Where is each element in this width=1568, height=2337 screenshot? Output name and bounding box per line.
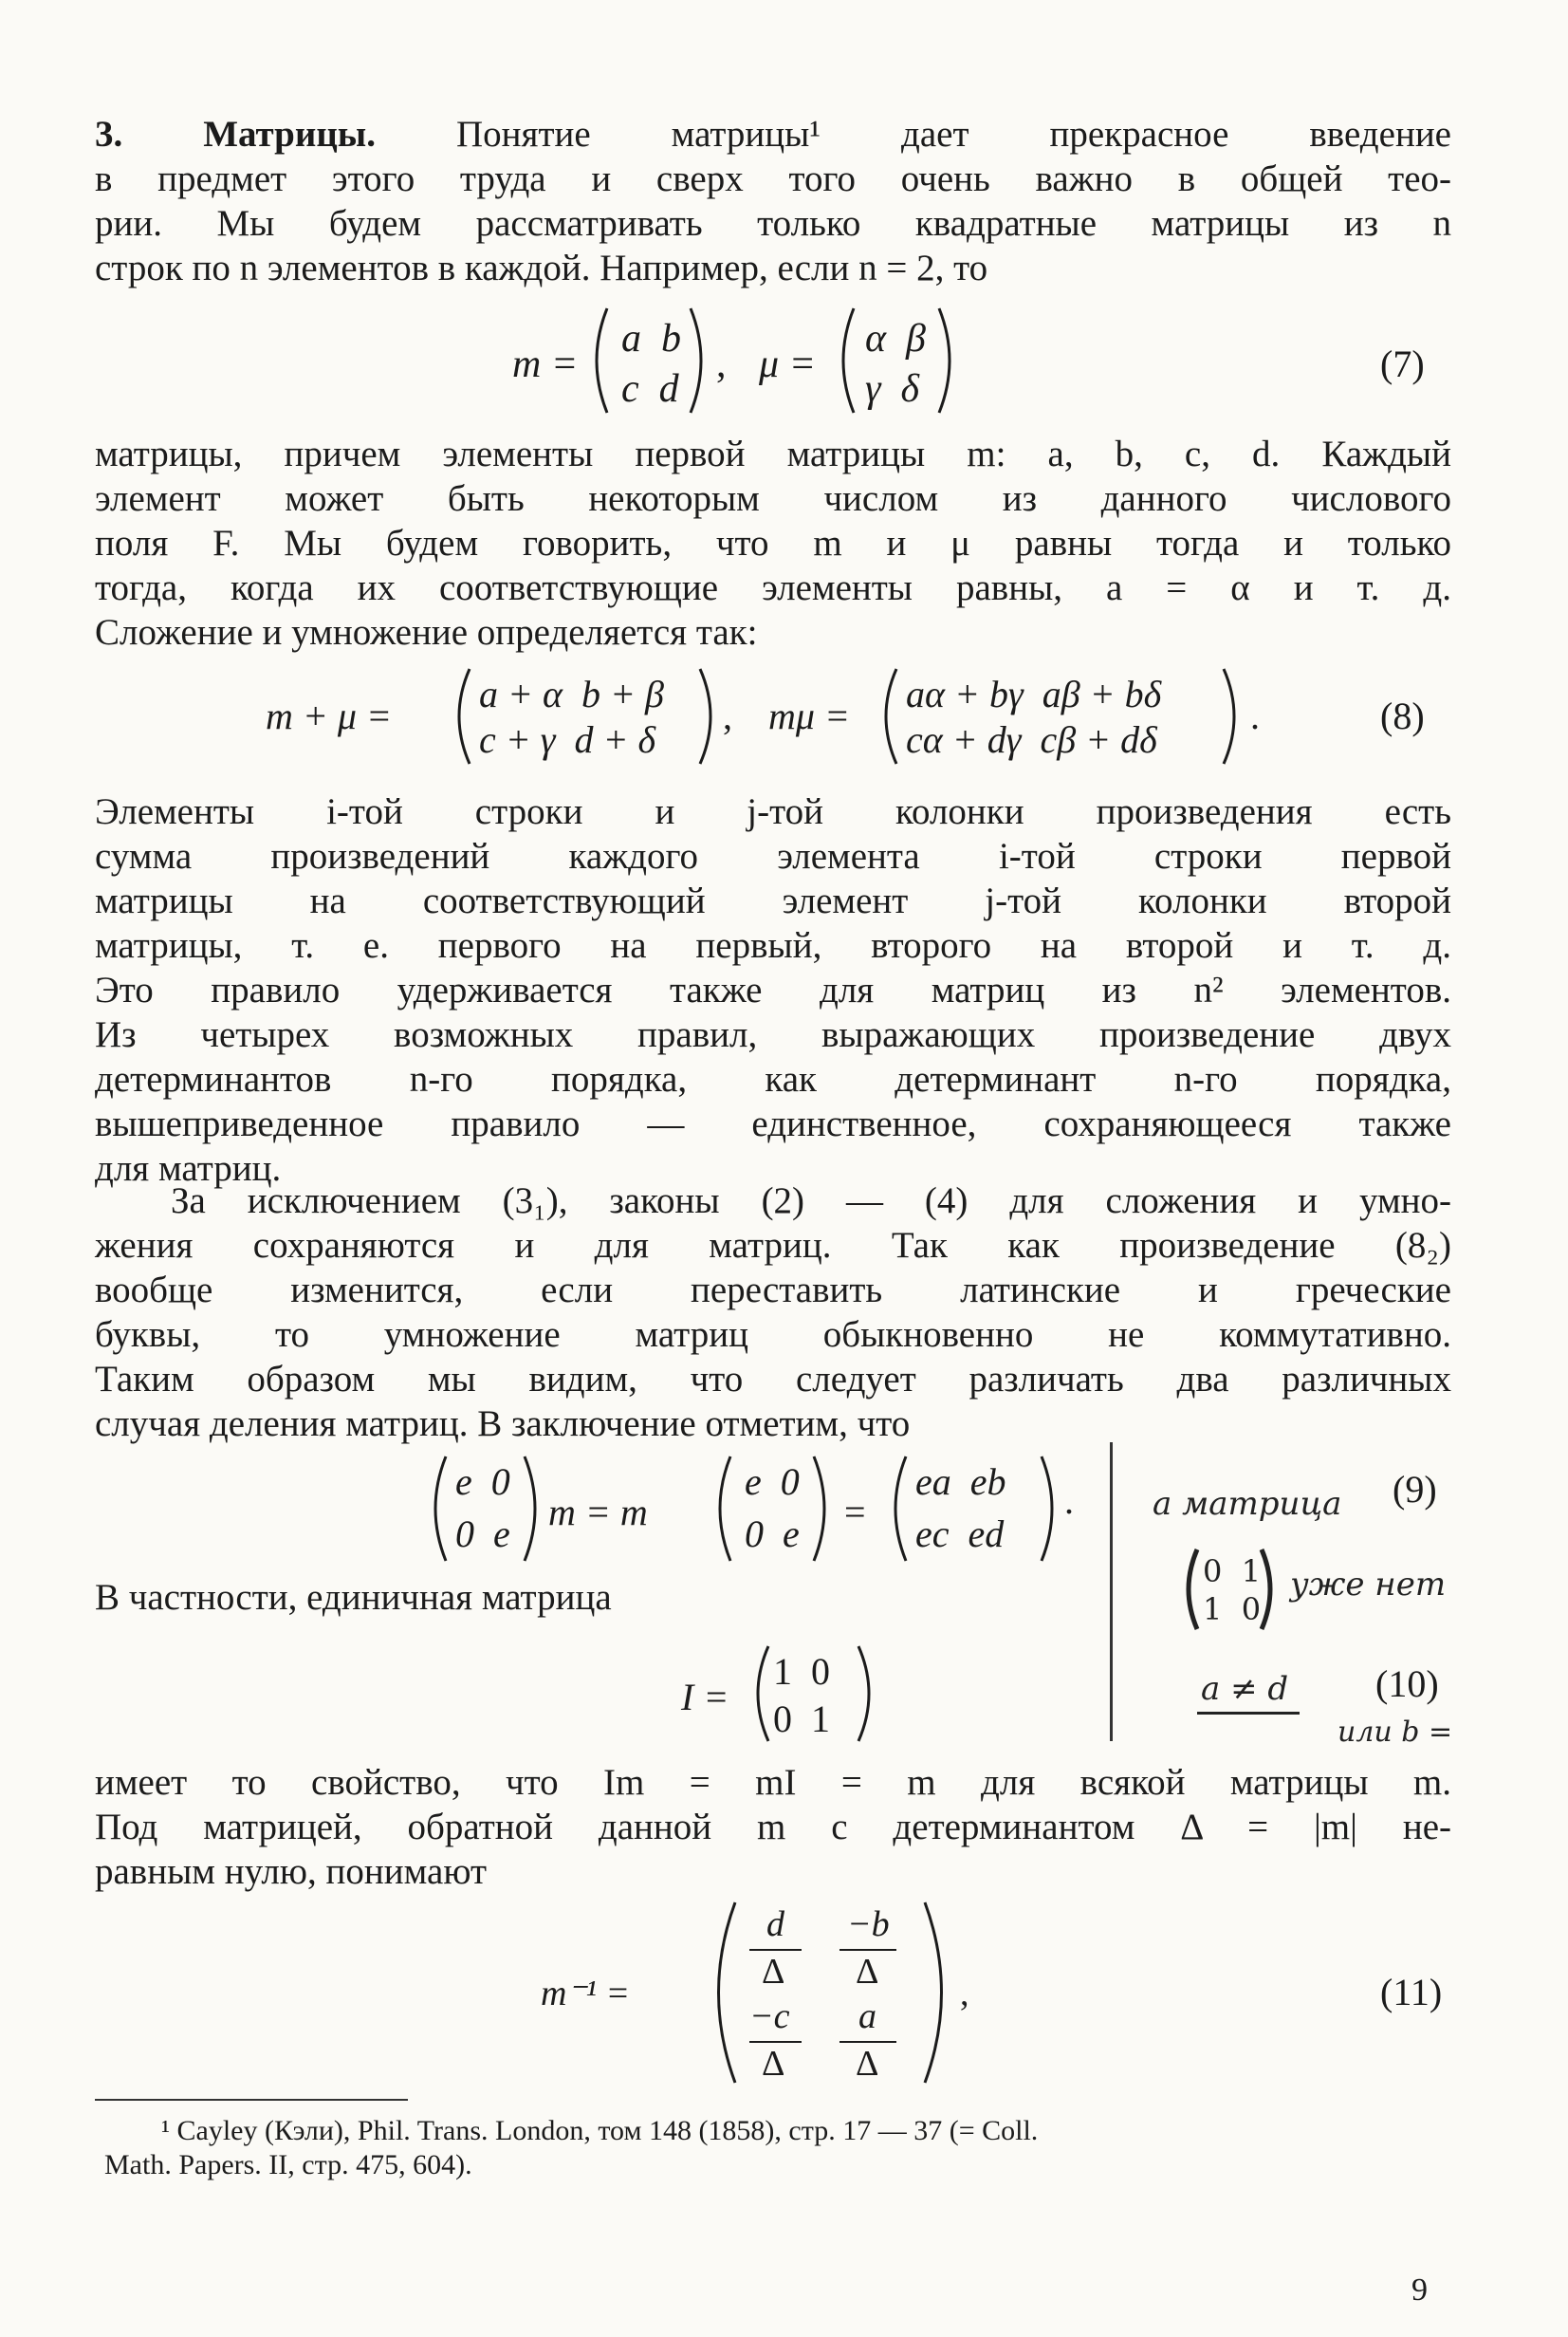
matrix-row: e 0 xyxy=(455,1460,510,1503)
eq8-lhs-sum: m + μ = xyxy=(266,695,392,737)
footnote xyxy=(95,2114,1470,2182)
text-line: матрицы, причем элементы первой матрицы m: a, b, c, d. Каждый xyxy=(95,434,1451,474)
right-bracket xyxy=(1224,669,1234,764)
eq11-lhs: m⁻¹ = xyxy=(541,1974,631,2013)
right-bracket xyxy=(925,1902,942,2083)
comma: , xyxy=(960,1974,969,2013)
paragraph-2 xyxy=(95,432,1451,655)
left-bracket xyxy=(719,1902,736,2083)
text-line: вообще изменится, если переставить латинские и греческие xyxy=(95,1270,1451,1310)
text-line: равным нулю, понимают xyxy=(95,1851,487,1892)
handwritten-matrix-row: 1 0 xyxy=(1203,1591,1262,1627)
fraction-numerator: d xyxy=(766,1904,784,1944)
period: . xyxy=(1064,1479,1074,1522)
text-line: Это правило удерживается также для матриц из n² элементов. xyxy=(95,970,1451,1011)
matrix-row: 0 e xyxy=(455,1512,510,1555)
equals: = xyxy=(844,1491,866,1533)
matrix-row: γ δ xyxy=(865,367,920,411)
separator: , xyxy=(716,343,727,386)
separator: , xyxy=(723,695,732,737)
matrix-row: aα + bγ aβ + bδ xyxy=(906,673,1162,715)
text-line: элемент может быть некоторым числом из данного числового xyxy=(95,478,1451,519)
paragraph-4 xyxy=(95,1178,1451,1446)
eq8-lhs-product: mμ = xyxy=(768,695,850,737)
footnote-rule xyxy=(95,2099,408,2101)
matrix-row: a b xyxy=(621,317,681,361)
left-bracket xyxy=(895,1456,906,1561)
text-line: строк по n элементов в каждой. Например, если n = 2, то xyxy=(95,248,988,288)
left-bracket xyxy=(597,308,607,413)
equation-number: (11) xyxy=(1380,1971,1443,2013)
matrix-row: 0 e xyxy=(745,1512,800,1555)
fraction-numerator: −b xyxy=(847,1904,890,1944)
text-line: в предмет этого труда и сверх того очень важно в общей тео- xyxy=(95,158,1451,199)
text-line: Под матрицей, обратной данной m с детерминантом Δ = |m| не- xyxy=(95,1807,1451,1847)
text-line: За исключением (3₁), законы (2) — (4) для сложения и умно- xyxy=(171,1180,1451,1221)
left-bracket xyxy=(758,1646,768,1741)
text-line: имеет то свойство, что Im = mI = m для всякой матрицы m. xyxy=(95,1762,1451,1803)
matrix-row: 1 0 xyxy=(773,1650,830,1693)
text-line: Таким образом мы видим, что следует различать два различных xyxy=(95,1359,1451,1400)
right-bracket xyxy=(939,308,950,413)
margin-vertical-line xyxy=(1110,1442,1113,1741)
equation-7 xyxy=(0,289,1568,441)
fraction-denominator: Δ xyxy=(762,1952,785,1992)
matrix-row: α β xyxy=(865,317,926,361)
paragraph-1 xyxy=(95,112,1451,290)
matrix-row: c d xyxy=(621,367,679,411)
text-line: поля F. Мы будем говорить, что m и μ равны тогда и только xyxy=(95,523,1451,564)
matrix-row: cα + dγ cβ + dδ xyxy=(906,718,1157,761)
equation-10 xyxy=(0,1632,1568,1755)
fraction-denominator: Δ xyxy=(856,2044,879,2084)
fraction-denominator: Δ xyxy=(856,1952,879,1992)
eq7-lhs-m: m = xyxy=(512,343,579,386)
text-line: тогда, когда их соответствующие элементы равны, a = α и т. д. xyxy=(95,567,1451,608)
text-line: Понятие матрицы¹ дает прекрасное введение xyxy=(455,114,1451,155)
eq10-lhs: I = xyxy=(681,1676,729,1718)
text-line: Сложение и умножение определяется так: xyxy=(95,612,758,653)
equation-11 xyxy=(0,1893,1568,2097)
right-bracket xyxy=(691,308,701,413)
handwritten-note-4: или b = xyxy=(1337,1716,1453,1749)
left-bracket xyxy=(435,1456,446,1561)
left-bracket xyxy=(459,669,470,764)
equation-8 xyxy=(0,655,1568,788)
matrix-row: a + α b + β xyxy=(479,673,664,715)
text-line: Элементы i-той строки и j-той колонки произведения есть xyxy=(95,791,1451,832)
text-line: матрицы, т. е. первого на первый, второго на второй и т. д. xyxy=(95,925,1451,966)
section-heading: 3. Матрицы. xyxy=(95,114,376,155)
matrix-row: 0 1 xyxy=(773,1697,830,1740)
handwritten-note-3: a ≠ d xyxy=(1197,1670,1300,1715)
text-line: Из четырех возможных правил, выражающих произведение двух xyxy=(95,1014,1451,1055)
handwritten-matrix xyxy=(1176,1542,1281,1637)
paragraph-5 xyxy=(95,1575,949,1620)
page-number: 9 xyxy=(1411,2272,1428,2308)
paragraph-6 xyxy=(95,1760,1451,1894)
right-bracket xyxy=(1262,1549,1270,1629)
right-bracket xyxy=(858,1646,869,1741)
matrix-row: ec ed xyxy=(915,1512,1005,1555)
matrix-row: ea eb xyxy=(915,1460,1006,1503)
text-line: рии. Мы будем рассматривать только квадратные матрицы из n xyxy=(95,203,1451,244)
fraction-numerator: a xyxy=(858,1996,876,2036)
text-line: детерминантов n-го порядка, как детерминант n-го порядка, xyxy=(95,1059,1451,1100)
right-bracket xyxy=(814,1456,824,1561)
text-line: В частности, единичная матрица xyxy=(95,1577,612,1618)
text-line: случая деления матриц. В заключение отметим, что xyxy=(95,1403,911,1444)
text-line: для матриц. xyxy=(95,1148,282,1189)
period: . xyxy=(1250,695,1260,737)
equation-number: (9) xyxy=(1393,1468,1437,1511)
text-line: сумма произведений каждого элемента i-той строки первой xyxy=(95,836,1451,877)
matrix-row: c + γ d + δ xyxy=(479,718,656,761)
handwritten-note-2: уже нет xyxy=(1290,1566,1447,1604)
text-line: буквы, то умножение матриц обыкновенно не коммутативно. xyxy=(95,1314,1451,1355)
left-bracket xyxy=(720,1456,730,1561)
right-bracket xyxy=(700,669,710,764)
fraction-numerator: −c xyxy=(749,1996,790,2036)
left-bracket xyxy=(886,669,896,764)
text-line: вышеприведенное правило — единственное, сохраняющееся также xyxy=(95,1104,1451,1144)
text-line: матрицы на соответствующий элемент j-той колонки второй xyxy=(95,881,1451,921)
eq7-lhs-mu: μ = xyxy=(759,343,816,386)
fraction-denominator: Δ xyxy=(762,2044,785,2084)
equation-number: (10) xyxy=(1375,1662,1439,1705)
handwritten-matrix-row: 0 1 xyxy=(1203,1553,1262,1589)
equation-number: (7) xyxy=(1380,343,1425,385)
equation-number: (8) xyxy=(1380,695,1425,737)
left-bracket xyxy=(843,308,854,413)
right-bracket xyxy=(1042,1456,1052,1561)
right-bracket xyxy=(525,1456,535,1561)
eq9-middle: m = m xyxy=(548,1491,648,1533)
matrix-row: e 0 xyxy=(745,1460,800,1503)
left-bracket xyxy=(1189,1549,1197,1629)
text-line: жения сохраняются и для матриц. Так как произведение (8₂) xyxy=(95,1225,1451,1266)
footnote-line: ¹ Cayley (Кэли), Phil. Trans. London, том 148 (1858), стр. 17 — 37 (= Coll. xyxy=(161,2115,1039,2146)
paragraph-3 xyxy=(95,789,1451,1191)
footnote-line: Math. Papers. II, стр. 475, 604). xyxy=(104,2149,472,2180)
handwritten-note-1: a матрица xyxy=(1153,1485,1342,1523)
